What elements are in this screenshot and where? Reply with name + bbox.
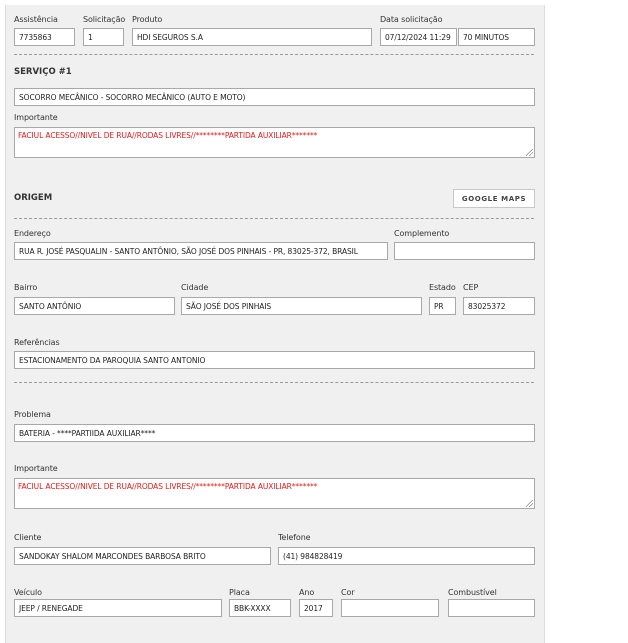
combustivel-field[interactable] <box>448 599 535 617</box>
bairro-field[interactable]: SANTO ANTÔNIO <box>14 297 175 315</box>
cidade-label: Cidade <box>181 283 209 292</box>
cep-label: CEP <box>463 283 479 292</box>
servico-importante-label: Importante <box>14 113 58 122</box>
produto-field[interactable]: HDI SEGUROS S.A <box>132 28 372 46</box>
resize-grip-icon[interactable] <box>526 500 533 507</box>
combustivel-label: Combustível <box>448 588 497 597</box>
endereco-label: Endereço <box>14 229 51 238</box>
solicitacao-field[interactable]: 1 <box>83 28 124 46</box>
data-solicitacao-label: Data solicitação <box>380 15 443 24</box>
produto-label: Produto <box>132 15 163 24</box>
estado-field[interactable]: PR <box>429 297 456 315</box>
veiculo-label: Veículo <box>14 588 42 597</box>
referencias-field[interactable]: ESTACIONAMENTO DA PAROQUIA SANTO ANTONIO <box>14 351 535 369</box>
endereco-field[interactable]: RUA R. JOSÉ PASQUALIN - SANTO ANTÔNIO, SÃO JOSÉ DOS PINHAIS - PR, 83025-372, BRASIL <box>14 242 388 260</box>
placa-field[interactable]: BBK-XXXX <box>229 599 291 617</box>
servico-importante-text: FACIUL ACESSO//NIVEL DE RUA//RODAS LIVRES//********PARTIDA AUXILIAR******* <box>18 131 318 140</box>
divider <box>14 218 534 219</box>
complemento-field[interactable] <box>394 242 535 260</box>
importante-text: FACIUL ACESSO//NIVEL DE RUA//RODAS LIVRES//********PARTIDA AUXILIAR******* <box>18 482 318 491</box>
referencias-label: Referências <box>14 338 60 347</box>
ano-field[interactable]: 2017 <box>299 599 333 617</box>
problema-label: Problema <box>14 410 51 419</box>
ano-label: Ano <box>299 588 315 597</box>
cidade-field[interactable]: SÃO JOSÉ DOS PINHAIS <box>181 297 422 315</box>
placa-label: Placa <box>229 588 250 597</box>
problema-field[interactable]: BATERIA - ****PARTIIDA AUXILIAR**** <box>14 424 535 442</box>
divider <box>14 54 534 55</box>
data-solicitacao-field[interactable]: 07/12/2024 11:29 <box>380 28 457 46</box>
bairro-label: Bairro <box>14 283 38 292</box>
divider <box>14 382 534 383</box>
assistencia-label: Assistência <box>14 15 58 24</box>
resize-grip-icon[interactable] <box>526 149 533 156</box>
assistencia-field[interactable]: 7735863 <box>14 28 75 46</box>
complemento-label: Complemento <box>394 229 450 238</box>
cep-field[interactable]: 83025372 <box>463 297 535 315</box>
cliente-label: Cliente <box>14 533 42 542</box>
google-maps-button[interactable]: GOOGLE MAPS <box>453 189 535 208</box>
solicitacao-label: Solicitação <box>83 15 126 24</box>
servico-section-title: SERVIÇO #1 <box>14 67 72 77</box>
telefone-field[interactable]: (41) 984828419 <box>278 547 535 565</box>
cor-field[interactable] <box>341 599 439 617</box>
veiculo-field[interactable]: JEEP / RENEGADE <box>14 599 222 617</box>
cliente-field[interactable]: SANDOKAY SHALOM MARCONDES BARBOSA BRITO <box>14 547 271 565</box>
cor-label: Cor <box>341 588 355 597</box>
importante-textarea[interactable] <box>14 478 535 509</box>
estado-label: Estado <box>429 283 456 292</box>
origem-section-title: ORIGEM <box>14 193 53 203</box>
servico-field[interactable]: SOCORRO MECÂNICO - SOCORRO MECÂNICO (AUTO E MOTO) <box>14 88 535 106</box>
importante-label: Importante <box>14 464 58 473</box>
telefone-label: Telefone <box>278 533 311 542</box>
servico-importante-textarea[interactable] <box>14 127 535 158</box>
prazo-field[interactable]: 70 MINUTOS <box>458 28 535 46</box>
